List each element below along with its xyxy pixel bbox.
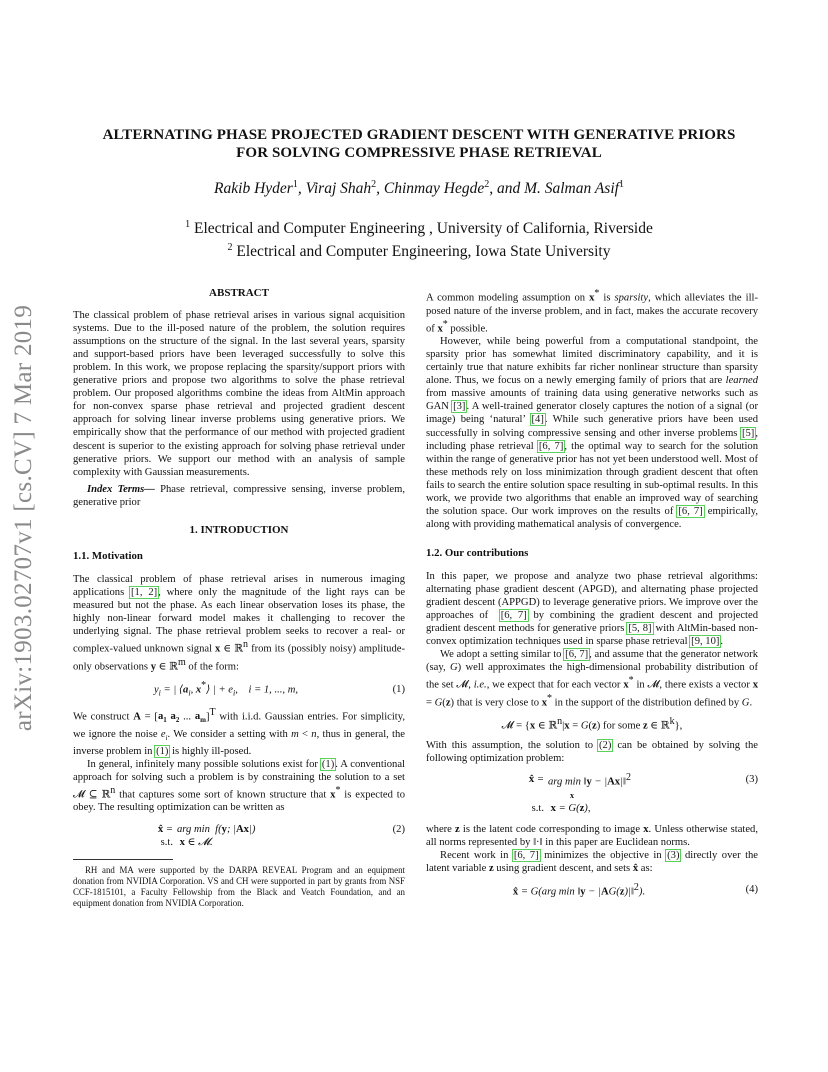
- equation-4: x̂ = G(arg min ‖y − |AG(z)|‖$^2$). (4): [512, 882, 758, 898]
- abstract-text: The classical problem of phase retrieval arises in various signal acquisition systems. Due to the ill-posed nature of the problem, the solution requires assumptions on the structure of the signal. In the last several years, sparsity and support-based priors have been leveraged successfully to solve this problem. In this work, we propose replacing the sparsity/support priors with generative priors and propose two algorithms to solve the phase retrieval problem. Our proposed algorithms combine the ideas from AltMin approach for non-convex sparse phase retrieval and projected gradient descent approach for solving linear inverse problems using generative priors. We empirically show that the performance of our method with projected gradient descent is superior to the existing approach for solving phase retrieval under generative priors. We support our method with an analysis of sample complexity with Gaussian measurements.: [73, 310, 405, 478]
- intro-para-sparsity: A common modeling assumption on x* is sparsity, which alleviates the ill-posed nature of the inverse problem, and in fact, makes the accurate recovery of x* possible.: [426, 288, 758, 335]
- subsection-1-2-heading: 1.2. Our contributions: [426, 546, 529, 559]
- author: Viraj Shah$^2$,: [305, 179, 384, 198]
- arxiv-sidebar-stamp: [4, 288, 44, 748]
- arxiv-identifier: arXiv:1903.02707v1 [cs.CV] 7 Mar 2019: [10, 304, 38, 732]
- equation-1: $y_i$ = | $⟨a_i$, x*⟩ | + $e_i$, i = 1, ..., m, (1): [153, 680, 405, 698]
- abstract-heading: ABSTRACT: [209, 287, 269, 299]
- equation-2: x̂ = arg min f(y; |Ax|) (2) s.t. x ∈ 𝓜.: [157, 823, 405, 848]
- contributions-para-5: Recent work in [6, 7] minimizes the objective in (3) directly over the latent variable z using gradient descent, and sets x̂ as:: [426, 849, 759, 874]
- left-column: [73, 287, 405, 909]
- motivation-para-1: The classical problem of phase retrieval arises in numerous imaging applications [1, 2], where only the magnitude of the light rays can be measured but not the phase. As each linear observation loses its phase, the highly non-linear forward model makes it challenging to recover the underlying signal. The phase retrieval problem seeks to recover a real- or complex-valued unknown signal x ∈ ℝ$^n$ from its (possibly noisy) amplitude-only observations y ∈ ℝ$^m$ of the form:: [73, 573, 406, 673]
- motivation-para-2: We construct $A = [a_1$ $a_2$ ... $a_m]^T$ with i.i.d. Gaussian entries. For simplicity, we ignore the noise $e_i$. We consider a setting with m < n, thus in general, the inverse problem in (1) is highly ill-posed.: [73, 706, 405, 757]
- contributions-para-3: With this assumption, the solution to (2) can be obtained by solving the following optimization problem:: [426, 740, 758, 765]
- affiliation: $^2$ Electrical and Computer Engineering, Iowa State University: [227, 242, 611, 261]
- title-line-2: FOR SOLVING COMPRESSIVE PHASE RETRIEVAL: [236, 145, 602, 161]
- intro-para-generative: However, while being powerful from a computational standpoint, the sparsity prior has somewhat limited discriminatory capability, and it is certainly true that nature exhibits far richer nonlinear structure than sparsity alone. Thus, we focus on a newly emerging family of priors that are learned from massive amounts of training data using generative networks such as GAN [3]. A well-trained generator closely captures the notion of a signal (or image) being ‘natural’ [4]. While such generative priors have been used successfully in solving compressive sensing and other inverse problems [5], including phase retrieval [6, 7], the optimal way to search for the solution within the range of generative prior has not yet been understood well. Most of these methods rely on loss minimization through gradient descent that often fails to search the entire solution space resulting in sub-optimal results. In this work, we provide two algorithms that enable an improved way of searching the solution space. Our work improves on the results of [6, 7] empirically, along with providing mathematical analysis of convergence.: [426, 336, 758, 530]
- section-1-heading: 1. INTRODUCTION: [189, 523, 289, 536]
- paper-title: [70, 126, 768, 162]
- subsection-1-1-heading: 1.1. Motivation: [73, 549, 143, 562]
- author: M. Salman Asif$^1$: [524, 179, 624, 198]
- contributions-para-4: where z is the latent code corresponding to image x. Unless otherwise stated, all norms represented by ‖·‖ in this paper are Euclidean norms.: [426, 823, 758, 848]
- affiliation: $^1$ Electrical and Computer Engineering , University of California, Riverside: [185, 219, 653, 238]
- author-list: [70, 179, 768, 198]
- motivation-para-3: In general, infinitely many possible solutions exist for (1). A conventional approach for solving such a problem is by constraining the solution to a set 𝓜 ⊆ ℝ$^n$ that captures some sort of known structure that x* is expected to obey. The resulting optimization can be written as: [73, 758, 405, 814]
- author: Chinmay Hegde$^2$, and: [383, 179, 525, 198]
- funding-footnote: RH and MA were supported by the DARPA REVEAL Program and an equipment donation from NVIDIA Corporation. VS and CH were supported in part by grants from NSF CCF-1815101, a Faculty Fellowship from the Black and Veatch Foundation, and an equipment donation from NVIDIA Corporation.: [73, 864, 405, 908]
- title-line-1: ALTERNATING PHASE PROJECTED GRADIENT DESCENT WITH GENERATIVE PRIORS: [102, 127, 736, 143]
- equation-number: (4): [745, 884, 758, 896]
- equation-3: x̂ = arg min ‖y − |Ax|‖$^2$ (3) x s.t. x = G(z),: [528, 772, 758, 814]
- equation-number: (2): [392, 823, 405, 835]
- equation-number: (1): [392, 684, 405, 696]
- set-definition: 𝓜 = {x ∈ ℝ$^n$|x = G(z) for some z ∈ ℝ$^k$},: [501, 716, 683, 733]
- index-terms: Index Terms— Phase retrieval, compressive sensing, inverse problem, generative prior: [73, 483, 405, 508]
- equation-number: (3): [745, 774, 758, 786]
- affiliations: [70, 215, 768, 261]
- contributions-para-1: In this paper, we propose and analyze two phase retrieval algorithms: alternating phase gradient descent (APGD), and alternating phase projected gradient descent (APPGD) to leverage generative priors. We improve over the approaches of [6, 7] by combining the gradient descent and projected gradient descent methods for generative priors [5, 8] with AltMin-based non-convex optimization techniques used in sparse phase retrieval [9, 10].: [426, 570, 758, 648]
- right-column: [426, 287, 758, 899]
- author: Rakib Hyder$^1$,: [214, 179, 306, 198]
- contributions-para-2: We adopt a setting similar to [6, 7], and assume that the generator network (say, G) well approximates the high-dimensional probability distribution of the set 𝓜, i.e., we expect that for each vector x* in 𝓜, there exists a vector x = G(z) that is very close to x* in the support of the distribution defined by G.: [426, 649, 758, 709]
